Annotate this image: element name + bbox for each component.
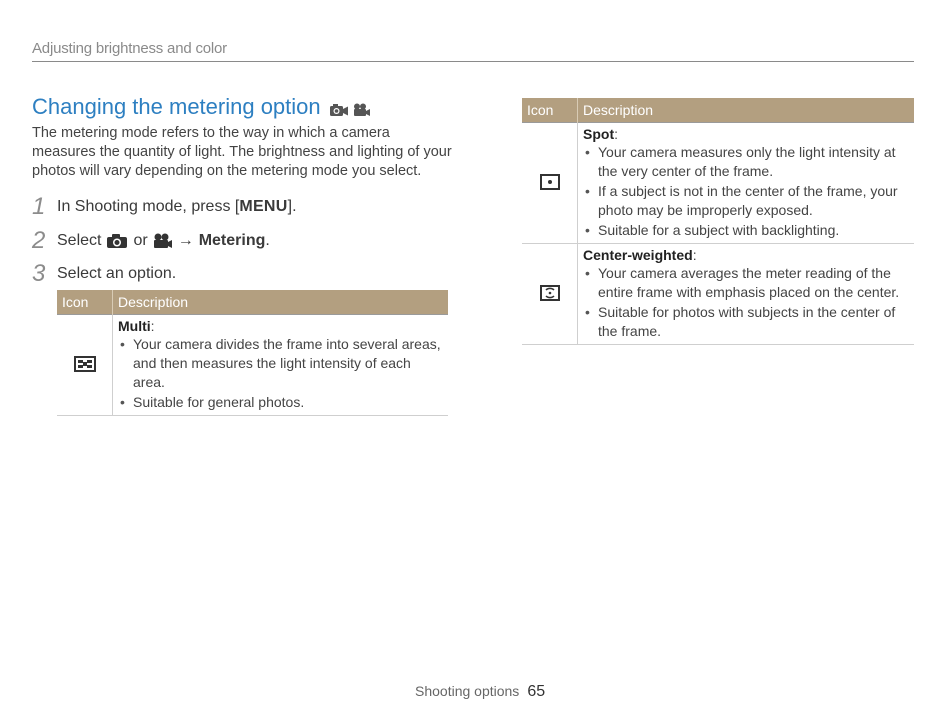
description-cell: Multi: • Your camera divides the frame into several areas, and then measures the light intensity of each area. • Suitable for general photos. [113, 315, 449, 416]
footer-section-label: Shooting options [415, 683, 520, 699]
step-2-select-text: Select [57, 232, 102, 249]
table-row [57, 315, 448, 416]
page-title: Changing the metering option [32, 94, 321, 119]
description-cell: Center-weighted: • Your camera averages the meter reading of the entire frame with emphasis placed on the center. • Suitable for photos with subjects in the center of the frame. [578, 244, 915, 345]
step-2 [32, 229, 270, 253]
icon-column-header: Icon [522, 98, 578, 123]
header-divider [32, 61, 914, 62]
step-text [57, 198, 297, 216]
step-number: 1 [32, 193, 46, 220]
metering-options-table-right [522, 98, 914, 345]
multi-metering-icon [74, 356, 96, 372]
center-weighted-metering-icon [540, 285, 560, 301]
icon-cell [522, 244, 578, 345]
section-header: Adjusting brightness and color [32, 40, 227, 57]
step-1-text-before: In Shooting mode, press [ [57, 198, 240, 215]
table-row [522, 123, 914, 244]
page-footer [415, 683, 545, 701]
camera-mode-icon [106, 233, 128, 249]
movie-mode-icon [353, 103, 371, 117]
spot-metering-icon [540, 174, 560, 190]
list-item: • Suitable for photos with subjects in the center of the frame. [583, 303, 910, 341]
step-2-period: . [265, 232, 270, 249]
page-number: 65 [527, 683, 546, 700]
intro-paragraph: The metering mode refers to the way in which a camera measures the quantity of light. The brightness and lighting of your photos will vary depending on the metering mode you select. [32, 125, 452, 179]
mode-name: Spot [583, 126, 615, 142]
list-item: • Your camera averages the meter reading of the entire frame with emphasis placed on the center. [583, 264, 910, 302]
mode-name: Center-weighted [583, 247, 693, 263]
icon-cell [57, 315, 113, 416]
step-1 [32, 195, 297, 219]
list-item: • Suitable for general photos. [118, 393, 444, 412]
list-item: • Your camera divides the frame into several areas, and then measures the light intensity of each area. [118, 335, 444, 392]
icon-column-header: Icon [57, 290, 113, 315]
step-1-text-after: ]. [287, 198, 297, 215]
list-item: • Your camera measures only the light intensity at the very center of the frame. [583, 143, 910, 181]
list-item: • Suitable for a subject with backlighting. [583, 221, 910, 240]
camera-mode-icon [329, 103, 349, 117]
movie-mode-icon [153, 233, 173, 249]
step-number: 2 [32, 227, 46, 254]
title-mode-icons [329, 103, 371, 117]
step-text [57, 232, 270, 250]
list-item: • If a subject is not in the center of the frame, your photo may be improperly exposed. [583, 182, 910, 220]
menu-key: MENU [239, 198, 288, 215]
description-column-header: Description [578, 98, 915, 123]
metering-menu-item: Metering [198, 232, 266, 249]
metering-options-table-left [57, 290, 448, 416]
step-number: 3 [32, 260, 46, 287]
table-row [522, 244, 914, 345]
icon-cell [522, 123, 578, 244]
mode-name: Multi [118, 318, 151, 334]
arrow-icon: → [177, 232, 194, 249]
description-column-header: Description [113, 290, 449, 315]
or-text: or [133, 232, 148, 249]
description-cell: Spot: • Your camera measures only the light intensity at the very center of the frame. • If a subject is not in the center of the frame, your photo may be improperly exposed. • Suitable for a subject with backlighting. [578, 123, 915, 244]
step-text: Select an option. [57, 265, 177, 282]
step-3 [32, 262, 176, 286]
